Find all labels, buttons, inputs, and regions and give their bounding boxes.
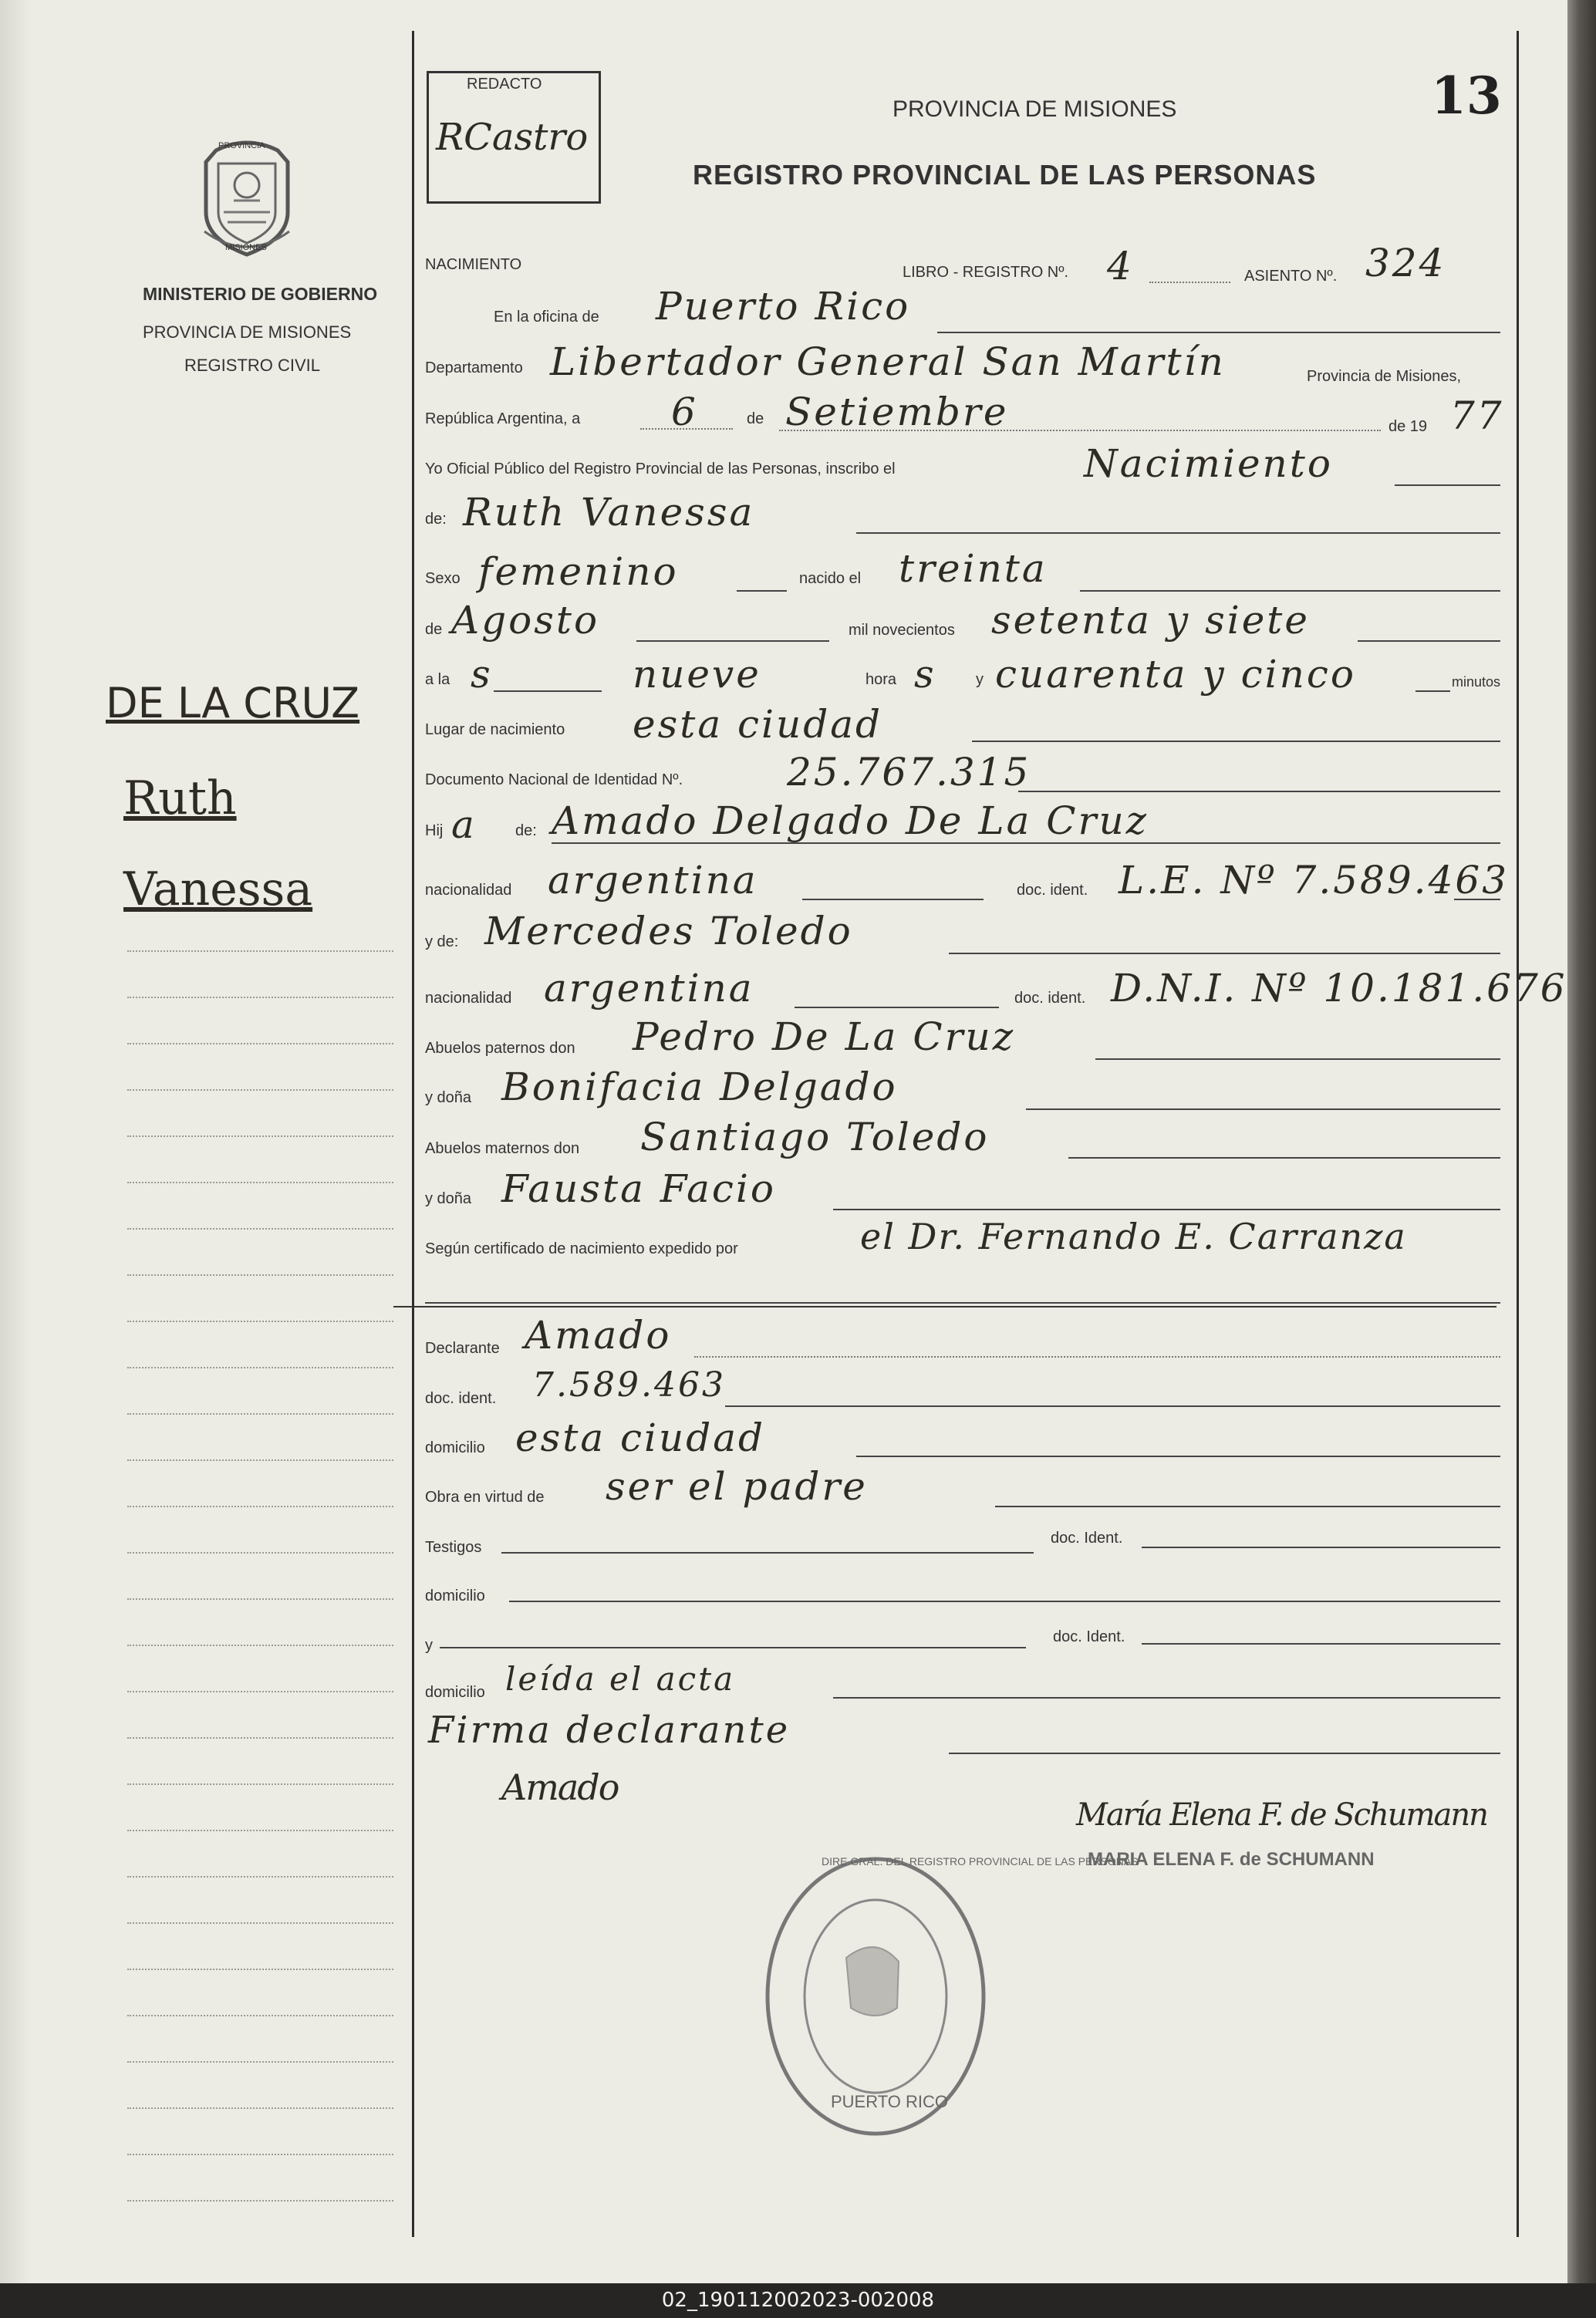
label-nacionalidad-madre: nacionalidad [425,990,512,1007]
label-domicilio-testigo1: domicilio [425,1588,485,1604]
label-minutos: minutos [1452,674,1501,690]
label-documento: Documento Nacional de Identidad Nº. [425,771,683,788]
margin-rule [127,1876,393,1878]
field-line [795,1007,999,1008]
field-line [1068,1157,1500,1159]
field-line [1415,690,1450,692]
value-nac-madre: argentina [544,966,754,1011]
label-nacido-el: nacido el [799,570,862,587]
margin-given-name-1: Ruth [123,771,237,825]
value-minutos: cuarenta y cinco [995,652,1356,697]
value-hora: nueve [633,652,761,697]
label-segun-certificado: Según certificado de nacimiento expedido por [425,1240,738,1257]
label-hij: Hij [425,822,444,839]
label-y-testigo2: y [425,1637,433,1654]
value-domicilio-decl: esta ciudad [515,1415,766,1460]
value-dni: 25.767.315 [787,750,1031,795]
label-de-padre: de: [515,822,537,839]
label-abuelos-paternos: Abuelos paternos don [425,1040,575,1057]
margin-rule [127,1135,393,1137]
seal-bottom-text: MISIONES [225,243,267,252]
field-line [501,1552,1034,1554]
value-libro: 4 [1107,244,1134,288]
margin-rule [127,1089,393,1091]
margin-given-name-2: Vanessa [123,862,313,916]
field-line [972,741,1500,742]
label-doc-ident-testigo2: doc. Ident. [1053,1628,1125,1645]
label-doc-ident-decl: doc. ident. [425,1390,497,1407]
label-y-dona-mat: y doña [425,1190,472,1207]
label-nacionalidad-padre: nacionalidad [425,882,512,899]
official-name: MARIA ELENA F. de SCHUMANN [1088,1849,1375,1870]
label-provincia-misiones: Provincia de Misiones, [1307,368,1462,385]
label-yo-oficial: Yo Oficial Público del Registro Provincial de las Personas, inscribo el [425,461,896,477]
value-anio-nac: setenta y siete [991,598,1310,643]
field-line [737,590,787,592]
value-doc-madre: D.N.I. Nº 10.181.676 [1111,966,1567,1011]
value-abuelo-mat: Santiago Toledo [640,1115,990,1159]
label-abuelos-maternos: Abuelos maternos don [425,1140,580,1157]
ministry-title: MINISTERIO DE GOBIERNO [143,284,378,304]
field-line [552,842,1500,844]
ministry-civil-registry: REGISTRO CIVIL [184,356,321,375]
margin-rule [127,1922,393,1924]
margin-rule [127,1228,393,1230]
margin-rule [127,1783,393,1785]
label-sexo: Sexo [425,570,461,587]
field-line [636,640,829,642]
ministry-province: PROVINCIA DE MISIONES [143,322,352,342]
official-signature: María Elena F. de Schumann [1076,1797,1487,1833]
margin-rule [127,1645,393,1646]
margin-rule [127,1969,393,1970]
field-line [1454,899,1500,900]
label-testigos: Testigos [425,1539,482,1556]
page-number: 13 [1431,66,1502,126]
field-line [1080,590,1500,592]
label-y-de-madre: y de: [425,933,459,950]
value-abuela-mat: Fausta Facio [501,1166,776,1211]
header-registry: REGISTRO PROVINCIAL DE LAS PERSONAS [693,159,1317,191]
field-line [1149,282,1230,283]
label-departamento: Departamento [425,359,523,376]
field-line [694,1356,1500,1358]
value-nac-padre: argentina [548,858,758,903]
field-line [802,899,984,900]
field-line [1142,1547,1500,1548]
field-line [949,953,1500,954]
margin-rule [127,2061,393,2063]
right-frame-line [1517,31,1519,2237]
margin-rule [127,1459,393,1461]
value-mes: Setiembre [785,390,1009,434]
label-domicilio-decl: domicilio [425,1439,485,1456]
margin-rule [127,997,393,998]
value-padre: Amado Delgado De La Cruz [552,798,1149,843]
value-nombre: Ruth Vanessa [463,490,755,535]
seal-top-text: PROVINCIA [218,141,265,150]
margin-rule [127,1321,393,1322]
label-de-19: de 19 [1388,418,1428,435]
value-madre: Mercedes Toledo [484,909,853,953]
page-fold [0,0,31,2283]
margin-rule [127,1598,393,1600]
field-line [856,532,1500,534]
label-y-dona-pat: y doña [425,1089,472,1106]
label-oficina: En la oficina de [494,309,599,326]
value-asiento: 324 [1365,241,1446,285]
value-dia-nac: treinta [899,546,1048,591]
field-line [856,1456,1500,1457]
field-line [1095,1058,1500,1060]
value-leida-acta: leída el acta [505,1660,736,1698]
redacto-initials: RCastro [436,116,589,159]
value-doc-padre: L.E. Nº 7.589.463 [1119,858,1510,903]
margin-rule [127,1506,393,1507]
value-hij-a: a [451,802,477,847]
declarant-signature: Amado [501,1766,619,1808]
value-mes-nac: Agosto [451,598,600,643]
label-republica: República Argentina, a [425,410,581,427]
value-dia: 6 [671,390,698,434]
value-departamento: Libertador General San Martín [550,339,1226,384]
label-mil-novecientos: mil novecientos [849,622,955,639]
value-hora-s: s [914,652,936,697]
value-abuelo-pat: Pedro De La Cruz [633,1014,1016,1059]
field-line [995,1506,1500,1507]
field-line [1395,484,1500,486]
field-line [833,1209,1500,1210]
field-line [1142,1643,1500,1645]
field-line [937,332,1500,333]
value-la-s: s [471,652,493,697]
margin-rule [127,950,393,952]
margin-rule [127,1737,393,1739]
margin-rule [127,2015,393,2016]
label-de-mes: de [747,410,764,427]
header-province: PROVINCIA DE MISIONES [892,96,1177,122]
field-line [1026,1108,1500,1110]
margin-rule [127,1182,393,1183]
field-line [1358,640,1500,642]
image-filename-footer: 02_190112002023-002008 [0,2283,1596,2318]
label-obra: Obra en virtud de [425,1489,545,1506]
margin-rule [127,1043,393,1044]
section-separator-line [393,1306,1496,1307]
value-firma-declarante: Firma declarante [428,1709,791,1752]
stamp-ring-text: DIRE GRAL. DEL REGISTRO PROVINCIAL DE LAS PERSONAS [822,1855,1139,1868]
label-libro: LIBRO - REGISTRO Nº. [903,264,1069,281]
value-doc-decl: 7.589.463 [532,1365,726,1405]
label-a-la: a la [425,671,450,688]
label-domicilio-testigo2: domicilio [425,1684,485,1701]
value-abuela-pat: Bonifacia Delgado [501,1065,898,1109]
field-line [425,1302,1500,1304]
label-de-nombre: de: [425,511,447,528]
coat-of-arms-seal [197,139,297,258]
label-doc-ident-padre: doc. ident. [1017,882,1088,899]
label-doc-ident-testigo1: doc. Ident. [1051,1530,1123,1547]
field-line [440,1647,1026,1648]
field-line [779,430,1381,431]
margin-rule [127,1413,393,1415]
label-horas: hora [865,671,897,688]
margin-rule [127,1367,393,1368]
label-lugar: Lugar de nacimiento [425,721,565,738]
field-line [509,1601,1500,1602]
field-line [494,690,602,692]
field-line [833,1697,1500,1699]
value-acto: Nacimiento [1084,441,1333,486]
margin-rule [127,2107,393,2109]
value-sexo: femenino [478,549,679,594]
value-anio: 77 [1450,393,1504,438]
margin-divider-line [412,31,414,2237]
margin-surname: DE LA CRUZ [106,679,360,727]
label-y-min: y [976,671,984,688]
value-oficina: Puerto Rico [656,284,911,329]
value-certificado: el Dr. Fernando E. Carranza [860,1216,1407,1257]
stamp-center-text: PUERTO RICO [831,2092,948,2111]
margin-rule [127,2200,393,2202]
redacto-label: REDACTO [467,76,542,93]
margin-rule [127,1274,393,1276]
field-line [725,1405,1500,1407]
margin-rule [127,2154,393,2155]
margin-rule [127,1830,393,1831]
label-nacimiento: NACIMIENTO [425,256,522,273]
value-declarante: Amado [525,1313,672,1358]
value-lugar: esta ciudad [633,702,883,747]
label-de-mes-nac: de [425,621,443,638]
margin-rule [127,1552,393,1554]
page-edge-shadow [1567,0,1596,2283]
label-asiento: ASIENTO Nº. [1244,268,1338,285]
field-line [640,428,733,430]
label-declarante: Declarante [425,1340,500,1357]
field-line [1018,791,1500,792]
label-doc-ident-madre: doc. ident. [1014,990,1086,1007]
field-line [949,1753,1500,1754]
value-obra: ser el padre [606,1464,868,1509]
margin-rule [127,1691,393,1692]
